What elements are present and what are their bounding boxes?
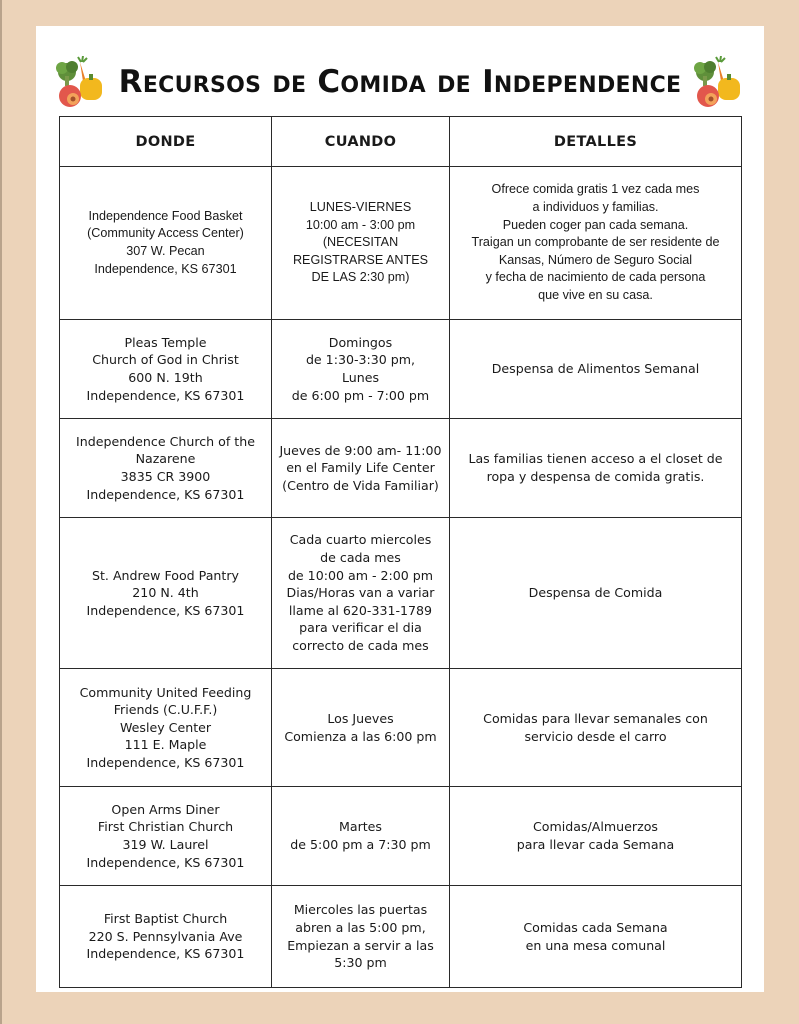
cell-details: Comidas para llevar semanales con servicio desde el carro (450, 669, 742, 787)
header-where: DONDE (60, 117, 272, 167)
cell-when: Martes de 5:00 pm a 7:30 pm (272, 787, 450, 886)
header-details: DETALLES (450, 117, 742, 167)
table-row (60, 419, 742, 518)
table-row (60, 518, 742, 669)
cell-details: Despensa de Comida (450, 518, 742, 669)
cell-where: Open Arms Diner First Christian Church 319 W. Laurel Independence, KS 67301 (60, 787, 272, 886)
table-row (60, 669, 742, 787)
page-title: Recursos de Comida de Independence (118, 64, 682, 100)
vegetables-icon (692, 56, 746, 110)
vegetables-icon (54, 56, 108, 110)
cell-where: St. Andrew Food Pantry 210 N. 4th Independence, KS 67301 (60, 518, 272, 669)
flyer-page (36, 26, 764, 992)
cell-details: Comidas/Almuerzos para llevar cada Semana (450, 787, 742, 886)
cell-when: Cada cuarto miercoles de cada mes de 10:00 am - 2:00 pm Dias/Horas van a variar llame al 620-331-1789 para verificar el dia correcto de cada mes (272, 518, 450, 669)
table-row (60, 787, 742, 886)
cell-where: Independence Church of the Nazarene 3835 CR 3900 Independence, KS 67301 (60, 419, 272, 518)
cell-when: Miercoles las puertas abren a las 5:00 pm, Empiezan a servir a las 5:30 pm (272, 886, 450, 988)
table-row (60, 886, 742, 988)
food-resources-table (59, 116, 742, 988)
cell-details: Despensa de Alimentos Semanal (450, 320, 742, 419)
title-row (36, 56, 764, 112)
cell-where: Independence Food Basket (Community Access Center) 307 W. Pecan Independence, KS 67301 (60, 167, 272, 320)
cell-when: Domingos de 1:30-3:30 pm, Lunes de 6:00 pm - 7:00 pm (272, 320, 450, 419)
cell-where: Pleas Temple Church of God in Christ 600 N. 19th Independence, KS 67301 (60, 320, 272, 419)
cell-details: Comidas cada Semana en una mesa comunal (450, 886, 742, 988)
cell-when: Los Jueves Comienza a las 6:00 pm (272, 669, 450, 787)
table-row (60, 167, 742, 320)
cell-where: Community United Feeding Friends (C.U.F.F.) Wesley Center 111 E. Maple Independence, KS 67301 (60, 669, 272, 787)
table-row (60, 320, 742, 419)
cell-when: Jueves de 9:00 am- 11:00 en el Family Life Center (Centro de Vida Familiar) (272, 419, 450, 518)
cell-details: Ofrece comida gratis 1 vez cada mes a individuos y familias. Pueden coger pan cada semana. Traigan un comprobante de ser residente de Kansas, Número de Seguro Social y fecha de nacimiento de cada persona que vive en su casa. (450, 167, 742, 320)
cell-when: LUNES-VIERNES 10:00 am - 3:00 pm (NECESITAN REGISTRARSE ANTES DE LAS 2:30 pm) (272, 167, 450, 320)
left-edge-strip (0, 0, 2, 1024)
header-when: CUANDO (272, 117, 450, 167)
cell-where: First Baptist Church 220 S. Pennsylvania Ave Independence, KS 67301 (60, 886, 272, 988)
cell-details: Las familias tienen acceso a el closet de ropa y despensa de comida gratis. (450, 419, 742, 518)
table-header-row (60, 117, 742, 167)
